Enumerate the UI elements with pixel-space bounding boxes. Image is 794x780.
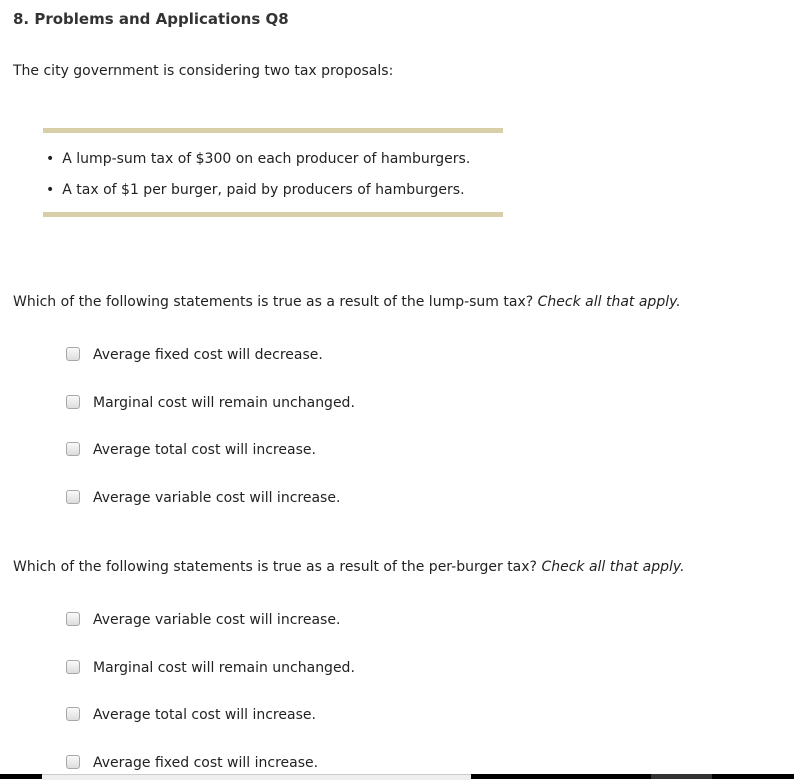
bottom-bar-segment: [42, 774, 471, 780]
question-2-hint: Check all that apply.: [541, 559, 685, 575]
checkbox[interactable]: [66, 347, 80, 361]
divider-bottom: [43, 212, 503, 217]
checkbox[interactable]: [66, 395, 80, 409]
question-1-hint: Check all that apply.: [537, 294, 681, 310]
question-2-prompt: [13, 558, 685, 576]
divider-top: [43, 128, 503, 133]
bottom-bar-segment: [0, 774, 42, 779]
option-label[interactable]: Average fixed cost will decrease.: [93, 347, 323, 363]
intro-text: The city government is considering two tax proposals:: [13, 63, 394, 79]
option-label[interactable]: Average total cost will increase.: [93, 707, 316, 723]
option-label[interactable]: Average variable cost will increase.: [93, 612, 341, 628]
page-title: 8. Problems and Applications Q8: [13, 10, 289, 28]
checkbox[interactable]: [66, 707, 80, 721]
option-label[interactable]: Marginal cost will remain unchanged.: [93, 660, 355, 676]
checkbox[interactable]: [66, 612, 80, 626]
bottom-bar-segment: [651, 774, 712, 779]
checkbox[interactable]: [66, 660, 80, 674]
bottom-bar-segment: [471, 774, 651, 779]
question-1-text: Which of the following statements is true as a result of the lump-sum tax?: [13, 294, 534, 310]
question-1-prompt: [13, 293, 681, 311]
option-label[interactable]: Average total cost will increase.: [93, 442, 316, 458]
checkbox[interactable]: [66, 755, 80, 769]
question-2-text: Which of the following statements is true as a result of the per-burger tax?: [13, 559, 537, 575]
option-label[interactable]: Average variable cost will increase.: [93, 490, 341, 506]
proposal-item: • A tax of $1 per burger, paid by producers of hamburgers.: [46, 181, 465, 199]
checkbox[interactable]: [66, 442, 80, 456]
proposal-item: • A lump-sum tax of $300 on each producer of hamburgers.: [46, 150, 470, 168]
option-label[interactable]: Average fixed cost will increase.: [93, 755, 319, 771]
option-label[interactable]: Marginal cost will remain unchanged.: [93, 395, 355, 411]
bottom-bar-segment: [712, 774, 794, 779]
checkbox[interactable]: [66, 490, 80, 504]
